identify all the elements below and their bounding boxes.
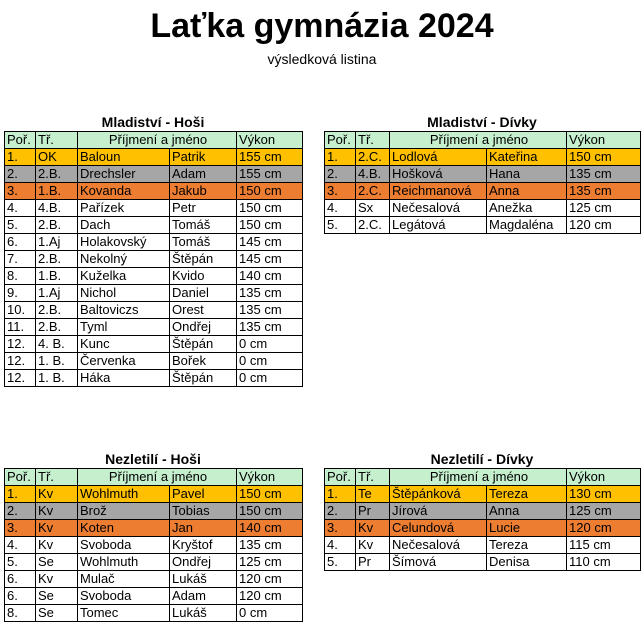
class-cell: Se	[36, 554, 78, 571]
rank-cell: 5.	[325, 217, 356, 234]
surname-cell: Svoboda	[78, 537, 170, 554]
table-row	[5, 353, 303, 370]
rank-cell: 1.	[325, 486, 356, 503]
result-cell: 150 cm	[237, 503, 303, 520]
surname-cell: Celundová	[390, 520, 487, 537]
header-rank: Poř.	[325, 469, 356, 486]
surname-cell: Nečesalová	[390, 537, 487, 554]
header-class: Tř.	[36, 469, 78, 486]
rank-cell: 12.	[5, 370, 36, 387]
result-cell: 0 cm	[237, 370, 303, 387]
table-title: Nezletilí - Hoši	[105, 451, 201, 467]
firstname-cell: Anežka	[487, 200, 567, 217]
result-cell: 145 cm	[237, 251, 303, 268]
rank-cell: 3.	[5, 183, 36, 200]
surname-cell: Drechsler	[78, 166, 170, 183]
rank-cell: 2.	[5, 166, 36, 183]
class-cell: 2.C.	[356, 183, 390, 200]
surname-cell: Dach	[78, 217, 170, 234]
table-row	[325, 200, 641, 217]
table-row	[5, 200, 303, 217]
rank-cell: 2.	[5, 503, 36, 520]
result-cell: 115 cm	[567, 537, 641, 554]
rank-cell: 6.	[5, 234, 36, 251]
header-rank: Poř.	[5, 132, 36, 149]
surname-cell: Svoboda	[78, 588, 170, 605]
firstname-cell: Magdaléna	[487, 217, 567, 234]
header-rank: Poř.	[5, 469, 36, 486]
result-cell: 135 cm	[237, 302, 303, 319]
table-row	[325, 149, 641, 166]
class-cell: 2.C.	[356, 149, 390, 166]
surname-cell: Brož	[78, 503, 170, 520]
class-cell: 1.B.	[36, 268, 78, 285]
rank-cell: 8.	[5, 268, 36, 285]
firstname-cell: Tomáš	[170, 234, 237, 251]
table-row	[5, 251, 303, 268]
result-cell: 140 cm	[237, 520, 303, 537]
class-cell: 2.B.	[36, 251, 78, 268]
result-cell: 125 cm	[567, 200, 641, 217]
class-cell: OK	[36, 149, 78, 166]
firstname-cell: Daniel	[170, 285, 237, 302]
rank-cell: 4.	[325, 200, 356, 217]
result-cell: 150 cm	[237, 200, 303, 217]
result-cell: 0 cm	[237, 336, 303, 353]
result-cell: 135 cm	[237, 319, 303, 336]
rank-cell: 2.	[325, 166, 356, 183]
header-result: Výkon	[237, 132, 303, 149]
firstname-cell: Kryštof	[170, 537, 237, 554]
surname-cell: Kovanda	[78, 183, 170, 200]
result-cell: 135 cm	[237, 285, 303, 302]
firstname-cell: Kvido	[170, 268, 237, 285]
results-table	[4, 131, 303, 387]
rank-cell: 1.	[5, 486, 36, 503]
table-row	[5, 268, 303, 285]
class-cell: 4.B.	[36, 200, 78, 217]
surname-cell: Reichmanová	[390, 183, 487, 200]
header-name: Příjmení a jméno	[390, 469, 567, 486]
surname-cell: Baloun	[78, 149, 170, 166]
result-cell: 135 cm	[237, 537, 303, 554]
rank-cell: 8.	[5, 605, 36, 622]
class-cell: 1.Aj	[36, 285, 78, 302]
rank-cell: 5.	[5, 554, 36, 571]
results-table	[324, 131, 641, 234]
firstname-cell: Tereza	[487, 537, 567, 554]
firstname-cell: Pavel	[170, 486, 237, 503]
class-cell: 4.B.	[356, 166, 390, 183]
class-cell: 2.B.	[36, 217, 78, 234]
header-rank: Poř.	[325, 132, 356, 149]
rank-cell: 1.	[5, 149, 36, 166]
rank-cell: 4.	[5, 200, 36, 217]
rank-cell: 4.	[325, 537, 356, 554]
firstname-cell: Ondřej	[170, 554, 237, 571]
result-cell: 135 cm	[567, 183, 641, 200]
table-row	[5, 285, 303, 302]
rank-cell: 11.	[5, 319, 36, 336]
header-class: Tř.	[36, 132, 78, 149]
class-cell: 1.Aj	[36, 234, 78, 251]
table-row	[325, 217, 641, 234]
header-class: Tř.	[356, 132, 390, 149]
class-cell: 4. B.	[36, 336, 78, 353]
table-row	[5, 302, 303, 319]
rank-cell: 4.	[5, 537, 36, 554]
surname-cell: Lodlová	[390, 149, 487, 166]
firstname-cell: Ondřej	[170, 319, 237, 336]
table-row	[325, 183, 641, 200]
table-row	[5, 149, 303, 166]
surname-cell: Nichol	[78, 285, 170, 302]
table-row	[5, 183, 303, 200]
table-row	[5, 571, 303, 588]
rank-cell: 6.	[5, 588, 36, 605]
result-cell: 155 cm	[237, 166, 303, 183]
rank-cell: 12.	[5, 353, 36, 370]
surname-cell: Kuželka	[78, 268, 170, 285]
class-cell: 1. B.	[36, 370, 78, 387]
rank-cell: 5.	[325, 554, 356, 571]
class-cell: Se	[36, 605, 78, 622]
firstname-cell: Lucie	[487, 520, 567, 537]
header-name: Příjmení a jméno	[390, 132, 567, 149]
table-row	[5, 554, 303, 571]
table-row	[325, 520, 641, 537]
table-title: Mladiství - Hoši	[101, 114, 205, 130]
table-row	[325, 166, 641, 183]
firstname-cell: Denisa	[487, 554, 567, 571]
result-cell: 150 cm	[237, 217, 303, 234]
table-row	[5, 486, 303, 503]
firstname-cell: Anna	[487, 503, 567, 520]
table-row	[5, 336, 303, 353]
rank-cell: 5.	[5, 217, 36, 234]
rank-cell: 1.	[325, 149, 356, 166]
table-row	[5, 370, 303, 387]
result-cell: 150 cm	[237, 486, 303, 503]
class-cell: Kv	[356, 520, 390, 537]
table-row	[5, 605, 303, 622]
result-cell: 120 cm	[237, 588, 303, 605]
class-cell: 2.B.	[36, 319, 78, 336]
class-cell: Kv	[36, 503, 78, 520]
header-class: Tř.	[356, 469, 390, 486]
result-cell: 150 cm	[237, 183, 303, 200]
surname-cell: Legátová	[390, 217, 487, 234]
surname-cell: Jírová	[390, 503, 487, 520]
table-row	[5, 319, 303, 336]
class-cell: 2.C.	[356, 217, 390, 234]
results-table	[324, 468, 641, 571]
result-cell: 110 cm	[567, 554, 641, 571]
class-cell: 2.B.	[36, 302, 78, 319]
class-cell: 1. B.	[36, 353, 78, 370]
table-row	[325, 503, 641, 520]
firstname-cell: Orest	[170, 302, 237, 319]
class-cell: Pr	[356, 503, 390, 520]
result-cell: 150 cm	[567, 149, 641, 166]
rank-cell: 12.	[5, 336, 36, 353]
firstname-cell: Anna	[487, 183, 567, 200]
surname-cell: Nekolný	[78, 251, 170, 268]
surname-cell: Holakovský	[78, 234, 170, 251]
class-cell: Sx	[356, 200, 390, 217]
page-title: Laťka gymnázia 2024	[150, 7, 494, 45]
firstname-cell: Jan	[170, 520, 237, 537]
result-cell: 0 cm	[237, 605, 303, 622]
firstname-cell: Lukáš	[170, 571, 237, 588]
header-result: Výkon	[237, 469, 303, 486]
table-row	[5, 166, 303, 183]
result-cell: 140 cm	[237, 268, 303, 285]
surname-cell: Kunc	[78, 336, 170, 353]
firstname-cell: Kateřina	[487, 149, 567, 166]
class-cell: Te	[356, 486, 390, 503]
table-row	[5, 520, 303, 537]
surname-cell: Wohlmuth	[78, 486, 170, 503]
surname-cell: Háka	[78, 370, 170, 387]
firstname-cell: Štěpán	[170, 251, 237, 268]
header-result: Výkon	[567, 132, 641, 149]
firstname-cell: Štěpán	[170, 370, 237, 387]
firstname-cell: Štěpán	[170, 336, 237, 353]
surname-cell: Mulač	[78, 571, 170, 588]
firstname-cell: Hana	[487, 166, 567, 183]
rank-cell: 7.	[5, 251, 36, 268]
result-cell: 125 cm	[567, 503, 641, 520]
table-row	[5, 234, 303, 251]
surname-cell: Nečesalová	[390, 200, 487, 217]
table-row	[5, 217, 303, 234]
rank-cell: 3.	[325, 183, 356, 200]
firstname-cell: Petr	[170, 200, 237, 217]
rank-cell: 3.	[5, 520, 36, 537]
rank-cell: 2.	[325, 503, 356, 520]
results-table	[4, 468, 303, 622]
firstname-cell: Tobias	[170, 503, 237, 520]
class-cell: Pr	[356, 554, 390, 571]
firstname-cell: Jakub	[170, 183, 237, 200]
header-result: Výkon	[567, 469, 641, 486]
surname-cell: Pařízek	[78, 200, 170, 217]
class-cell: Se	[36, 588, 78, 605]
rank-cell: 9.	[5, 285, 36, 302]
table-title: Nezletilí - Dívky	[430, 451, 534, 467]
result-cell: 120 cm	[237, 571, 303, 588]
rank-cell: 10.	[5, 302, 36, 319]
result-cell: 125 cm	[237, 554, 303, 571]
header-name: Příjmení a jméno	[78, 132, 237, 149]
firstname-cell: Lukáš	[170, 605, 237, 622]
result-cell: 130 cm	[567, 486, 641, 503]
surname-cell: Hošková	[390, 166, 487, 183]
table-row	[5, 588, 303, 605]
result-cell: 120 cm	[567, 520, 641, 537]
result-cell: 0 cm	[237, 353, 303, 370]
class-cell: 2.B.	[36, 166, 78, 183]
table-row	[5, 537, 303, 554]
result-cell: 155 cm	[237, 149, 303, 166]
firstname-cell: Adam	[170, 588, 237, 605]
class-cell: Kv	[36, 486, 78, 503]
class-cell: Kv	[36, 537, 78, 554]
result-cell: 120 cm	[567, 217, 641, 234]
table-row	[325, 537, 641, 554]
table-header-row	[5, 132, 303, 149]
table-header-row	[5, 469, 303, 486]
header-name: Příjmení a jméno	[78, 469, 237, 486]
class-cell: 1.B.	[36, 183, 78, 200]
firstname-cell: Adam	[170, 166, 237, 183]
table-header-row	[325, 469, 641, 486]
result-cell: 135 cm	[567, 166, 641, 183]
rank-cell: 6.	[5, 571, 36, 588]
class-cell: Kv	[36, 520, 78, 537]
table-title: Mladiství - Dívky	[427, 114, 537, 130]
firstname-cell: Bořek	[170, 353, 237, 370]
page-subtitle: výsledková listina	[267, 51, 377, 67]
firstname-cell: Patrik	[170, 149, 237, 166]
class-cell: Kv	[36, 571, 78, 588]
class-cell: Kv	[356, 537, 390, 554]
surname-cell: Tomec	[78, 605, 170, 622]
rank-cell: 3.	[325, 520, 356, 537]
firstname-cell: Tomáš	[170, 217, 237, 234]
table-header-row	[325, 132, 641, 149]
table-row	[325, 486, 641, 503]
table-row	[5, 503, 303, 520]
surname-cell: Baltoviczs	[78, 302, 170, 319]
surname-cell: Červenka	[78, 353, 170, 370]
surname-cell: Šímová	[390, 554, 487, 571]
surname-cell: Koten	[78, 520, 170, 537]
firstname-cell: Tereza	[487, 486, 567, 503]
table-row	[325, 554, 641, 571]
surname-cell: Wohlmuth	[78, 554, 170, 571]
surname-cell: Tyml	[78, 319, 170, 336]
surname-cell: Štěpánková	[390, 486, 487, 503]
result-cell: 145 cm	[237, 234, 303, 251]
